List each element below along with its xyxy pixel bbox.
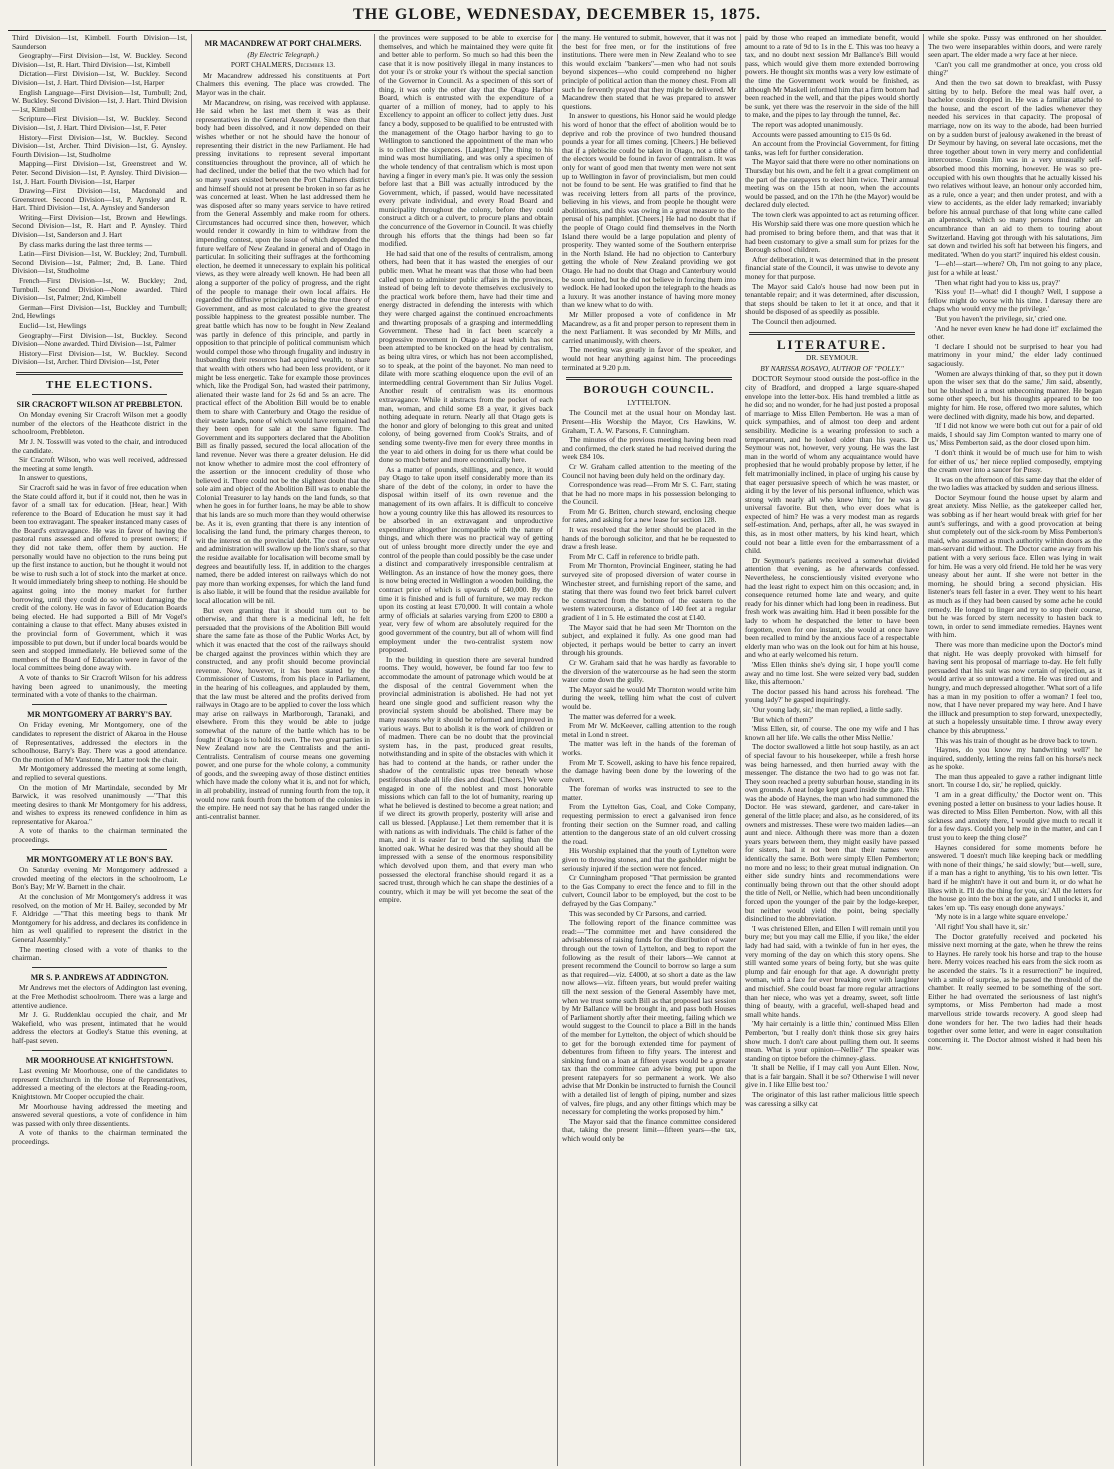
dateline: PORT CHALMERS, December 13. (230, 60, 336, 70)
article-paragraph: The town clerk was appointed to act as returning officer. (752, 209, 919, 219)
article-paragraph: Mr Macandrew, on rising, was received with applause. He said when he last met them it was as their representatives in the General Assembly. Since then that body had been dissolved, and it now depended on their wishes whether or not he should have the honour of representing their district in the new Parliament. He had pressing invitations to represent several important constituencies throughout the province, all of which he had declined, under the belief that the two which had for so many years existed between the Port Chalmers district and himself should not at present be broken in so far as he was concerned at least. When he last addressed them he was disposed after so many years service to have retired from the General Assembly and make room for others. Circumstances had occurred since then, however, which would render it cowardly in him to withdraw from the impending contest, upon the issue of which depended the future welfare of New Zealand in general and of Otago in particular. In soliciting their suffrages at the forthcoming election, he deemed it unnecessary to explain his political views, as they were already well known. He had been all along a supporter of the policy of progress, and the right of the people to manage their own local affairs. He regarded the diffusive principle as being the true theory of Government, and as most calculated to give the greatest possible happiness to the greatest possible number. The great battle which has now to be fought in New Zealand was partly in defence of this principle, and partly in opposition to that principle of political communism which would compel those who through frugality and industry in husbanding their resources had acquired wealth, to share that wealth with others who had been less provident, or it might be less energetic. Take for example those provinces which, like the Prodigal Son, had wasted their patrimony, alienated their waste land for 2s 6d and 5s an acre. The practical effect of the Abolition Bill would be to enable them to share with Canterbury and Otago the residue of their waste lands, none of which would have remained had they been open for sale at the same figure. The Government and its supporters declared that the Abolition Bill as finally passed, secured the local allocation of the land revenue. Never was there a greater delusion. He did not know whether to admire most the cool effrontery of the assertion or the innocent credulity of those who believed it. There could not be the slightest doubt that the sole aim and object of the Abolition Bill was to enable the Colonial Treasurer to lay hands on the land funds, so that when he goes in for further loans, he may be able to show that his lands are so much more than they would otherwise be. As it is, even granting that there is any intention of localising the land fund, the primary charges thereon, to wit the interest on the provincial debt. The cost of survey and administration will swallow up the lion's share, so that the residue available for localisation will become small by degrees and beautifully less. If, in addition to the charges named, there be added interest on railways which do not pay more than working expenses, for which the land fund is also liable, it will be found that the residue available for local allocation will be nil. (196, 97, 370, 605)
article-paragraph: Last evening Mr Moorhouse, one of the candidates to represent Christchurch in the House of Representatives, addressed a meeting of the electors at the Reading-room, Knightstown. Mr Cooper occupied the chair. (12, 1066, 187, 1101)
story-paragraph: 'But you haven't the privilege, sir,' cried one. (935, 314, 1067, 323)
story-paragraph: 'I don't think it would be of much use for him to wish for either of us,' her niece replied composedly, emptying the cream over into a saucer for Pussy. (928, 447, 1102, 475)
borough-subheading: LYTTELTON. (627, 397, 671, 407)
article-paragraph: In answer to questions, his Honor said he would pledge his word of honor that the effect of abolition would be to deprive and rob the province of two hundred thousand pounds a year for all times coming. [Cheers.] He believed that if a plebiscite could be taken in Otago, not a tithe of the electors would be found in favor of centralism. It was only for want of good men that twenty men were not sent up to Wellington in favor of provincialism, but men could not be found to be sent. He was gratified to find that he was receiving letters from all parts of the province, believing in his views, and from people he thought were abolitionists, and this was owing in a great measure to the perusal of his pamphlet. [Cheers.] He had no doubt that if the people of Otago could find themselves in the North Island there would be a large population and plenty of prosperity. They wanted some of the Southern enterprise in the North Island. He had no objection to Canterbury getting the whole of New Zealand providing we got Otago. He had no doubt that Otago and Canterbury would be soon united, but he did not believe in forcing them into wedlock. He had looked upon the telegraph to the heads as a luxury. It was another instance of having more money than we knew what to do with. (562, 111, 736, 310)
article-paragraph: the provinces were supposed to be able to exercise for themselves, and which he maintained they were quite fit and better able to perform. So much so had this been the case that it is now positively illegal in many instances to dot your i's or stroke your t's without the special sanction of the Governor in Council. As a specimen of this sort of thing, it was only the other day that the Otago Harbor Board, which is entrusted with the expenditure of a quarter of a million of money, had to apply to his Excellency to appoint an officer to collect jetty dues. Just fancy a body, supposed to be qualified to be entrusted with the management of the Otago harbor having to go to Wellington to sanctioned the appointment of the man who is to collect the sixpences. [Laughter.] The thing to his mind was most humiliating, and was only a specimen of the whole tendency of that centralism which is most upon having a finger in every man's pie. It was only the session before last that a Bill was actually introduced by the Government, which, if passed, would have necessitated every private individual, and every Road Board and municipality throughout the colony, before they could construct a ditch or a culvert, to procure plans and obtain the concurrence of the Governor in Council. It was chiefly through his efforts that the things had been so far modified. (379, 34, 553, 249)
article-paragraph: From Mr G. Britten, church steward, enclosing cheque for rates, and asking for a new lease for section 128. (562, 506, 736, 525)
story-paragraph: The man thus appealed to gave a rather indignant little snort. 'In course I do, sir,' he replied, quickly. (928, 771, 1102, 790)
article-paragraph: In answer to questions, (19, 473, 88, 483)
article-paragraph: Mr Moorhouse having addressed the meeting and answered several questions, a vote of confidence in him was passed with only three dissentients. (12, 1101, 187, 1128)
story-paragraph: 'I was christened Ellen, and Ellen I will remain until you bury me; but you may call me Ellie, if you like,' the elder lady had had said, with a twinkle of fun in her eyes, the very morning of the day on which this story opens. She still wanted some years of being forty, but she was quite plump and fair enough for that age. A downright pretty woman, with a face for ever breaking over with laughter and mischief. She could boast far more regular attractions than her niece, who was yet a dreamy, sweet, soft little thing of beauty, with a graceful, well-shaped head and small white hands. (745, 923, 919, 1019)
article-paragraph: From Mr C. Caff in reference to bridle path. (569, 551, 700, 561)
result-line: Mapping—First Division—1st, Greenstreet and W. Peter. Second Division—1st, P. Aynsley. Third Division—1st, J. Hart. Fourth Division—1st, Harper (12, 159, 187, 186)
article-paragraph: Mr J. N. Tosswill was voted to the chair, and introduced the candidate. (12, 436, 187, 455)
article-paragraph: This was seconded by Cr Parsons, and carried. (569, 908, 707, 918)
story-paragraph: 'Then what right had you to kiss us, pray?' (935, 277, 1060, 287)
article-paragraph: From Mr W. McKeever, calling attention to the rough metal in Lond n street. (562, 721, 736, 739)
column-5 (740, 34, 923, 1466)
story-paragraph: 'It shall be Nellie, if I may call you Aunt Ellen. Now, that is a fair bargain. Shall it be so? Otherwise I will never give in. I like Ellie best too.' (745, 1063, 919, 1090)
article-paragraph: Mr Andrews met the electors of Addington last evening, at the Free Methodist schoolroom. There was a large and attentive audience. (12, 983, 187, 1010)
section-rule (749, 332, 915, 335)
story-paragraph: It was on the afternoon of this same day that the elder of the two ladies was attacked by sudden and serious illness. (928, 474, 1102, 493)
story-paragraph: And then the two sat down to breakfast, with Pussy sitting by to help. Before the meal was half over, a bachelor cousin dropped in. He was a familiar attaché to the house, and the escort of the ladies whenever they needed his services in that capacity. The proposal of marriage, now on its way to the abode, had been hurried on by a sudden burst of jealousy awakened in the breast of Dr Seymour by having, on several late occasions, met the three together about town in very merry and confidential intercourse. Cousin Jim was in a very unusually self-absorbed mood this morning, however. He was so pre-occupied with his own thoughts that he actually kissed his two relatives without leave, an honour only accorded him, as a rule, once a year; and then under protest, and with a view to accidents, as the elder lady remarked; invariably before his annual purchase of that long white cane called an alpenstock, which so many persons find rather an encumbrance than an aid to them to touring about Switzerland. Having got through with his salutations, Jim sat down and twirled his soft hat between his fingers, and meditated. 'When do you start?' inquired his eldest cousin. (928, 77, 1102, 259)
result-line: Euclid—1st, Hewlings (19, 321, 87, 330)
article-paragraph: A vote of thanks to Sir Cracroft Wilson for his address having been agreed to unanimously, the meeting terminated with a vote of thanks to the chairman. (12, 672, 187, 700)
story-paragraph: 'My note is in a large white square envelope.' (935, 912, 1069, 922)
result-line: Latin—First Division—1st, W. Buckley; 2nd, Turnbull. Second Division—1st, Palmer; 2nd, B. Lane. Third Division—1st, Studholme (12, 249, 187, 276)
article-paragraph: Accounts were passed amounting to £15 0s 6d. (752, 129, 892, 139)
article-paragraph: The report was adopted unanimously. (752, 119, 863, 129)
article-paragraph: The following report of the finance committee was read:—"The committee met and have considered the advisableness of raising funds for the distribution of water through out the town of Lyttelton, and beg to report the following as the result of their labors—We cannot at present recommend the Council to borrow so large a sum as that required—viz. £4000, at so short a date as the law now allows—viz. fifteen years, but would prefer waiting till the next session of the General Assembly have met, when we trust some such Bill as that proposed last session by Mr Ballance will be brought in, and pass both Houses of Parliament shortly after their meeting, failing which we would suggest to the Council to place a Bill in the hands of the member for Lyttelton, the object of which should be to get for the borough extended time for payment of debentures from fifteen to fifty years. The interest and sinking fund on a loan at fifteen years would be a greater tax than the committee can advise being put upon the present ratepayers for so permanent a work. We also advise that Mr Donkin be instructed to furnish the Council with a detailed list of length of piping, number and sizes of valves, fire plugs, and any other fittings which may be necessary for completing the works proposed by him." (562, 918, 736, 1117)
article-paragraph: The Mayor said that he had seen Mr Thornton on the subject, and explained it fully. As one good man had objected, it perhaps would be better to carry an invert through his grounds. (562, 622, 736, 658)
story-paragraph: 'All right! You shall have it, sir.' (935, 921, 1030, 931)
article-paragraph: Cr Cunningham proposed "That permission be granted to the Gas Company to erect the fence and to fill in the culvert, Council labor to be employed, but the cost to be defrayed by the Gas Company." (562, 873, 736, 908)
section-rule (32, 967, 167, 968)
story-paragraph: 'I am in a great difficulty,' the Doctor went on. 'This evening posted a letter on business to your ladies house. It was directed to Miss Ellen Pemberton. Now, with all this sickness and anxiety there, I would give much to recall it for a few days. Could you help me in the matter, and can I trust you to keep the thing close?' (928, 790, 1102, 843)
story-paragraph: 'If I did not know we were both cut out for a pair of old maids, I should say Jim Compton wanted to marry one of us,' Miss Pemberton said, as the door closed upon him. (928, 421, 1102, 448)
story-paragraph: 'Women are always thinking of that, so they put it down upon the wiser sex that do the same,' Jim said, absently, but he blushed in a most unbecoming manner. He began some other speech, but his thoughts appeared to be too mighty for him. He rose, offered two more salutes, which were declined with dignity, made his bow, and departed. (928, 368, 1102, 421)
story-title: DR. SEYMOUR. (806, 353, 858, 363)
borough-heading: BOROUGH COUNCIL. (583, 384, 715, 397)
article-paragraph: On Monday evening Sir Cracroft Wilson met a goodly number of the electors of the Heathcote district in the schoolroom, Prebbleton. (12, 410, 187, 437)
article-paragraph: From Mr T. Scowell, asking to have his fence repaired, the damage having been done by the lowering of the culvert. (562, 757, 736, 784)
story-paragraph: while she spoke. Pussy was enthroned on her shoulder. The two were inseparables within doors, and were rarely seen apart. The elder made a wry face at her niece. (928, 34, 1102, 60)
story-paragraph: 'I—eh!—start—where? Oh, I'm not going to any place, just for a while at least.' (928, 259, 1102, 278)
article-paragraph: As a matter of pounds, shillings, and pence, it would pay Otago to take upon itself considerably more than its share of the debt of the colony, in order to have the disposal within itself of its own revenue and the management of its own affairs. It is difficult to conceive how a young country like this has allowed its resources to be absorbed in an extravagant and unproductive expenditure altogether incompatible with the nature of things, and which there was no practical way of getting out of unless brought more directly under the eye and control of the people than could possibly be the case under a distinct and comparatively irresponsible centralism at Wellington. As an instance of how the money goes, there is now being erected in Wellington a wooden building, the contract price of which is upwards of £40,000. By the time it is finished and is full of furniture, we may reckon upon its costing at least £70,000. It will contain a whole army of officials at salaries varying from £200 to £800 a year, very few of whom are absolutely required for the good government of the country, but all of whom will find employment under the two-centralist system now proposed. (379, 464, 553, 655)
article-paragraph: The foreman of works was instructed to see to the matter. (562, 784, 736, 802)
article-paragraph: Mr J. G. Ruddenklau occupied the chair, and Mr Wakefield, who was present, intimated that he would address the electors at Godley's Statue this evening, at half-past seven. (12, 1010, 187, 1045)
result-line: History—First Division—1st, W. Buckley. Second Division—1st, Archer. Third Division—1st, Peter (12, 348, 187, 367)
column-1 (8, 34, 191, 1466)
column-2 (191, 34, 374, 1466)
article-paragraph: On Friday evening, Mr Montgomery, one of the candidates to represent the district of Akaroa in the House of Representatives, addressed the electors in the schoolhouse, Barry's Bay. There was a good attendance. On the motion of Mr Vanstone, Mr Latter took the chair. (12, 720, 187, 764)
story-paragraph: 'Haynes, do you know my handwriting well?' he inquired, suddenly, letting the reins fall on his horse's neck as he spoke. (928, 745, 1102, 772)
story-paragraph: DOCTOR Seymour stood outside the post-office in the city of Bradford, and dropped a large square-shaped envelope into the letter-box. His hand trembled a little as he did so; and no wonder, for he had just posted a proposal of marriage to Miss Ellen Pemberton. He was a man of quick sympathies, and of almost too deep and ardent sensibility. Medicine is a wearing profession to such a temperament, and he looked older than his years. Dr Seymour was not, however, very young. He was the last man in the world of whom any acquaintance would have prophesied that he would probably propose by letter, if he felt matrimonially inclined, in place of urging his cause by that eager persuasive speech of which he was master, or aiding it by the lever of his personal influence, which was strong with nearly all who knew him; for he was a universal favorite. But then, who ever does what is expected of him? He was a very modest man as regards self-estimation. And, perhaps, after all, he was swayed in this, as in most other matters, by his kind heart, which could not bear a little even for the embarrassment of a child. (745, 374, 919, 556)
andrews-heading: MR S. P. ANDREWS AT ADDINGTON. (30, 972, 169, 982)
story-paragraph: 'I declare I should not be surprised to hear you had matrimony in your mind,' the elder lady continued sagaciously. (928, 341, 1102, 368)
result-line: By class marks during the last three terms — (19, 239, 153, 249)
story-paragraph: The Doctor gratefully received and pocketed his missive next morning at the gate, when he threw the reins to Haynes. He rarely took his horse and trap to the house here. Merry voices reached his ears from the sick room as he ascended the stairs. 'Is it a resurrection?' he inquired, with a smile of surprise, as he passed the threshold of the chamber. It really seemed to be something of the sort. Either he had overrated the seriousness of last night's symptoms, or Miss Pemberton had made a most marvellous stride towards recovery. A good sleep had done wonders for her. The two ladies had their heads together over some letter, and were in eager consultation concerning it. The Doctor almost wished it had been his now. (928, 931, 1102, 1053)
article-paragraph: Correspondence was read—From Mr S. C. Farr, stating that he had no more maps in his possession belonging to the Council. (562, 480, 736, 507)
article-paragraph: The Council then adjourned. (752, 317, 837, 326)
article-paragraph: Cr W. Graham said that he was hardly as favorable to the diversion of the watercourse as he had seen the storm water come down the gully. (562, 657, 736, 685)
story-paragraph: Doctor Seymour found the house upset by alarm and great anxiety. Miss Nellie, as the gatekeeper called her, was sobbing as if her heart would break with grief for her aunt's sufferings, and with a good provocation at being shut completely out of the sick-room by Miss Pemberton's maid, who assumed as much authority within doors as the man-servant did without. The Doctor came away from his patient with a very serious face. Ellen was lying in wait for him. He was a very old friend. He told her he was very uneasy about her aunt. If she were not better in the morning, he should bring a second physician. His listener's tears fell faster in a ever. They went to his heart as much as if they had been caused by some ache he could remedy. He longed to linger and try to stop their course, but he was forced by stern necessity to hasten back to town, in order to send immediate remedies. Haynes went with him. (928, 492, 1102, 640)
article-paragraph: He had said that one of the results of centralism, among others, had been that it has wasted the energies of our public men. What he meant was that those who had been called upon to administer public affairs in the provinces, instead of being left to devote themselves exclusively to the practical work before them, have had their time and energy distracted in defending the interests with which they were charged against the continued encroachments and thwarting proposals of a grasping and intermeddling Government. These had in fact been scarcely a progressive movement in Otago at least which has not been attempted to be knocked on the head by centralism, as being ultra vires, or which has not been accomplished, so to speak, at the point of the bayonet. No man need to dilate with more scathing eloquence upon the evil of an intermeddling central Government than Sir Julius Vogel. Another result of centralism was its enormous extravagance. While it abstracts from the pocket of each man, woman, and child some £8 a year, it gives back nothing adequate in return. Nearly all that Otago gets is the honor and glory of belonging to this great and united colony, of being governed from Cook's Straits, and of sending some twenty-five men for every three months in the year to aid others in doing for us there what could be done so much better and more economically here. (379, 248, 553, 465)
montgomery-lebon-heading: MR MONTGOMERY AT LE BON'S BAY. (26, 854, 173, 864)
article-paragraph: From Mr Thornton, Provincial Engineer, stating he had surveyed site of proposed diversion of water course in Winchester street, and furnishing report of the same, and stating that there was found two feet brick barrel culvert be constructed from the bottom of the eastern to the western watercourse, a distance of 140 feet at a regular gradient of 1 in 5. He estimated the cost at £140. (562, 561, 736, 622)
article-paragraph: Mr Macandrew addressed his constituents at Port Chalmers this evening. The place was crowded. The Mayor was in the chair. (196, 70, 370, 97)
result-line: History—First Division—1st, W. Buckley. Second Division—1st, Archer. Third Division—1st, G. Aynsley. Fourth Division—1st, Studholme (12, 132, 187, 159)
story-paragraph: There was more than medicine upon the Doctor's mind that night. He was deeply provoked with himself for having sent his proposal of marriage to-day. He felt fully persuaded that his suit was now certain of rejection, as it would arrive at so untoward a time. He was tired out and hungry, and much depressed altogether. 'What sort of a life has a man in my position to offer a woman? I feel too, now, that I have never prepared my way here. And I have the illluck and presumption to step forward, unexpectedly, at such a hopelessly unsuitable time. I throw away every chance by this abruptness.' (928, 639, 1102, 735)
article-paragraph: From the Lyttelton Gas, Coal, and Coke Company, requesting permission to erect a galvanised iron fence fronting their section on the Sumner road, and calling attention to the dangerous state of an old culvert crossing the road. (562, 802, 736, 846)
telegraph-note: (By Electric Telegraph.) (247, 49, 319, 59)
article-paragraph: paid by those who reaped an immediate benefit, would amount to a rate of 9d to 1s in the £. This was too heavy a tax, and no doubt next session Mr Ballance's Bill would pass, which would give them more extended borrowing powers. He thought six months was a very low estimate of the time the Government work would be finished, as although Mr Maskell informed him that a firm bottom had been reached in the well, and that the pipes would shortly be sunk, yet there was the reservoir in the side of the hill to make, and the pipes to lay through the tunnel, &c. (745, 34, 919, 120)
article-paragraph: The Mayor said he would Mr Thornton would write him during the week, telling him what the cost of culvert would be. (562, 684, 736, 711)
masthead-rule (8, 30, 1106, 31)
result-line: Drawing—First Division—1st, Macdonald and Greenstreet. Second Division—1st, P. Aynsley and R. Hart. Third Division—1st, A. Aynsley and Sanderson (12, 186, 187, 213)
article-paragraph: Sir Cracroft said he was in favor of free education when the State could afford it, but if it could not, then he was in favor of a small tax for education. [Hear, hear.] With reference to the Board of Education he must say it had been too extravagant. The speaker instanced many cases of the Board's extravagance. He was in favor of having the pastoral runs assessed and offered to present owners; if they did not take them, offer them by auction. He personally would have no objection to the runs being put up the first instance to auction, but he thought it would not be wise to rush such a lot of stock into the market at once. It would immediately bring sheep to nothing. He should be against going into the money market for further borrowing, until they could do so without damaging the credit of the colony. He was in favor of Education Boards being elected. He had supported a Bill of Mr Vogel's containing a clause to that effect. Many abuses existed in the provincial form of Government, which it was impossible to put down, but if under local boards would be seen and stopped immediately. He believed some of the members of the Board of Education were in favor of the local committees being done away with. (12, 482, 187, 673)
literature-heading: LITERATURE. (776, 336, 888, 352)
moorhouse-heading: MR MOORHOUSE AT KNIGHTSTOWN. (25, 1055, 174, 1065)
story-paragraph: 'My hair certainly is a little thin,' continued Miss Ellen Pemberton, 'but I really don't think those six grey hairs show much. I don't care about pulling them out. It seems mean. What is your opinion—Nellie?' The speaker was standing on tiptoe before the chimney-glass. (745, 1019, 919, 1063)
story-paragraph: 'Miss Ellen, sir, of course. The one my wife and I has known all her life. We calls the other Miss Nellie.' (745, 724, 919, 742)
story-paragraph: The doctor swallowed a little hot soup hastily, as an act of special favour to his housekeeper, while a fresh horse was being harnessed, and then hurried away with the messenger. The distance the two had to go was not far. They soon reached a pretty suburban house, standing in its own grounds. A neat lodge kept guard inside the gate. This was the abode of Haynes, the man who had summoned the Doctor. He was steward, gardener, and care-taker in general of the little place; and also, as he considered, of its owners and mistresses. These were two maiden ladies—an aunt and niece. Although there was more than a dozen years years between them, they might easily have passed for sisters, had it not been that their names were identically the same. Both were simply Ellen Pemberton; no more and no less; to their great mutual indignation. On either side sundry hints and recommendations were continually being thrown out that the other should adopt the title of Nell, or Nellie, which had been unconditionally forced upon the younger of the pair by the lodge-keeper, but neither would yield the point, being specially disinclined to the abbreviation. (745, 742, 919, 924)
story-paragraph: The originator of this last rather malicious little speech was caressing a silky cat (745, 1090, 919, 1108)
story-paragraph: 'Can't you call me grandmother at once, you cross old thing?' (928, 59, 1102, 78)
result-line: Dictation—First Division—1st, W. Buckley. Second Division—1st, J. Hart. Third Division—1st, Harper (12, 69, 187, 87)
exam-results (12, 34, 187, 367)
article-paragraph: Sir Cracroft Wilson, who was well received, addressed the meeting at some length. (12, 455, 187, 473)
result-line: Scripture—First Division—1st, W. Buckley. Second Division—1st, J. Hart. Third Division—1st, F. Peter (12, 114, 187, 132)
article-paragraph: The Council met at the usual hour on Monday last. Present—His Worship the Mayor, Crs Hawkins, W. Graham, T. A. W. Parsons, F. Cunningham. (562, 408, 736, 435)
article-paragraph: The meeting closed with a vote of thanks to the chairman. (12, 944, 187, 963)
article-paragraph: the many. He ventured to submit, however, that it was not the best for free men, or for the institutions of free institutions. There were men in New Zealand who to see this would exclaim "bankers"—men who had not souls beyond sixpences—who could comprehend no higher principle of political action than the money chest. From all such he fervently prayed that they might be delivered. Mr Macandrew then stated that he was prepared to answer questions. (562, 34, 736, 111)
article-paragraph: After deliberation, it was determined that in the present financial state of the Council, it was unwise to devote any money for that purpose. (745, 254, 919, 282)
section-rule (16, 372, 183, 375)
result-line: Third Division—1st, Kimbell. Fourth Division—1st, Saunderson (12, 34, 187, 51)
result-line: English Language—First Division—1st, Turnbull; 2nd, W. Buckley. Second Division—1st, J. Hart. Third Division—1st, Kimbell (12, 87, 187, 114)
article-paragraph: Mr Montgomery addressed the meeting at some length, and replied to several questions. (12, 764, 187, 782)
article-paragraph: In the building in question there are several hundred rooms. They would, however, be found far too few to accommodate the amount of patronage which would be at the disposal of the central Government when the provincial administration is abolished. He had not yet heard one single good and sufficient reason why the provincial system should be abolished. There may be many reasons why it should be reformed and improved in various ways. But to abolish it is the work of children or of madmen. There can be no doubt that the provincial system has, in the past, produced great results, notwithstanding and in spite of the obstacles with which it has had to contend at the hands, or rather under the shadow of the centralistic upas tree beneath whose pestiferous shade all life dies and dead. [Cheers.] We were engaged in one of the noblest and most honorable missions which can fall to the lot of humanity, rearing up what he believed is destined to become a great nation; and if we direct its growth properly, posterity will arise and call us blessed. [Applause.] Let them remember that it is with nations as with individuals. The child is father of the man, and it is easier far to bend the sapling than the knotted oak. What he desired was that they should all be impressed with a sense of the enormous responsibility which devolved upon them, and that every man who possessed the electoral franchise should regard it as a sacred trust, through which he can shape the destinies of a country, which it may be will yet become the seat of the empire. (379, 654, 553, 905)
section-rule (32, 394, 167, 395)
article-paragraph: An account from the Provincial Government, for fitting tanks, was left for further consideration. (745, 139, 919, 157)
result-line: German—First Division—1st, Buckley and Turnbull; 2nd, Hewlings (12, 302, 187, 321)
article-paragraph: It was resolved that the letter should be placed in the hands of the borough solicitor, and that he be requested to draw a fresh lease. (562, 525, 736, 552)
article-paragraph: Mr Miller proposed a vote of confidence in Mr Macandrew, as a fit and proper person to represent them in the next Parliament. It was seconded by Mr Mills, and carried unanimously, with cheers. (562, 310, 736, 345)
article-paragraph: On the motion of Mr Martindale, seconded by Mr Barwick, it was resolved unanimously —"That this meeting desires to thank Mr Montgomery for his address, and wishes to express its renewed confidence in him as representative for Akaroa." (12, 782, 187, 826)
result-line: Geography—First Division—1st, Buckley. Second Division—None awarded. Third Division—1st, Palmer (12, 330, 187, 349)
article-paragraph: The minutes of the previous meeting having been read and confirmed, the clerk stated he had received during the week £84 10s. (562, 435, 736, 462)
article-paragraph: The matter was left in the hands of the foreman of works. (562, 739, 736, 757)
section-rule (32, 849, 167, 850)
section-rule (566, 377, 732, 380)
article-paragraph: The meeting was greatly in favor of the speaker, and would not hear anything against him. The proceedings terminated at 9.20 p.m. (562, 345, 736, 372)
story-paragraph: 'But which of them?' (752, 714, 814, 724)
article-paragraph: The Mayor said that the finance committee considered that, taking the present limit—fifteen years—the tax, which would only be (562, 1116, 736, 1144)
article-paragraph: On Saturday evening Mr Montgomery addressed a crowded meeting of the electors in the schoolroom, Le Bon's Bay; Mr W. Barnett in the chair. (12, 865, 187, 892)
macandrew-heading: MR MACANDREW AT PORT CHALMERS. (204, 39, 362, 48)
story-paragraph: Dr Seymour's patients received a somewhat divided attention that evening, as he afterwards confessed. Nevertheless, he conscientiously visited everyone who had the least right to expect him on this occasion; and, in consequence returned home late and weary, and quite ready for his dinner which had long been in readiness. But fresh work was awaiting him. Had it been possible for the lady to whom he despatched the letter to have been forgotten, even for one instant, she would at once have been recalled to mind by the anxious face of a respectable elderly man who was on the look out for him at his house, and who at early welcomed his return. (745, 555, 919, 660)
story-paragraph: Haynes considered for some moments before he answered. 'I doesn't much like keeping back or meddling with none of their things,' he said slowly; 'but—well, sure, if a man has a right to anything, 'tis to his own letter. 'Tis hard if he mightn't have it out and burn it, or do what he likes with it. I'll do the thing for you, sir.' All the letters for the house go into the box at the gate, and I unlocks it, and takes 'em up. 'Tis easy enough done anyways.' (928, 842, 1102, 912)
wilson-heading: SIR CRACROFT WILSON AT PREBBLETON. (16, 399, 183, 409)
story-paragraph: 'Kiss you! I!—what! did I though? Well, I suppose a fellow might do worse with his time. I daresay there are chaps who would envy me the privilege.' (928, 287, 1102, 314)
article-paragraph: At the conclusion of Mr Montgomery's address it was resolved, on the motion of Mr H. Bailey, seconded by Mr F. Aldridge —"That this meeting begs to thank Mr Montgomery for his address, and declares its confidence in him as well qualified to represent the district in the General Assembly." (12, 892, 187, 944)
article-paragraph: The matter was deferred for a week. (569, 711, 676, 721)
story-paragraph: This was his train of thought as he drove back to town. (935, 735, 1098, 745)
result-line: Writing—First Division—1st, Brown and Hewlings. Second Division—1st, R. Hart and P. Aynsley. Third Division—1st, Sanderson and J. Hart (12, 212, 187, 240)
article-paragraph: His Worship explained that the youth of Lyttelton were given to throwing stones, and that the gasholder might be seriously injured if the section were not fenced. (562, 846, 736, 873)
masthead: THE GLOBE, WEDNESDAY, DECEMBER 15, 1875. (353, 6, 761, 23)
result-line: French—First Division—1st, W. Buckley; 2nd, Turnbull. Second Division—None awarded. Third Division—1st, Palmer; 2nd, Kimbell (12, 276, 187, 303)
article-paragraph: Cr W. Graham called attention to the meeting of the Council not having been duly held on the ordinary day. (562, 461, 736, 480)
result-line: Geography—First Division—1st, W. Buckley. Second Division—1st, R. Hart. Third Division—1st, Kimbell (12, 51, 187, 69)
article-paragraph: The Mayor said Calo's house had now been put in tenantable repair; and it was determined, after discussion, that steps should be taken to let it at once, and that it should be disposed of as speedily as possible. (745, 281, 919, 317)
article-paragraph: A vote of thanks to the chairman terminated the proceedings. (12, 1128, 187, 1146)
story-paragraph: 'Miss Ellen thinks she's dying sir, I hope you'll come away and no time lost. She were seized very bad, sudden like, this afternoon.' (745, 659, 919, 687)
story-paragraph: 'And he never even knew he had done it!' exclaimed the other. (928, 323, 1102, 342)
section-rule (32, 1050, 167, 1051)
column-4 (557, 34, 740, 1466)
column-3 (374, 34, 557, 1466)
article-paragraph: But even granting that it should turn out to be otherwise, and that there is a medicinal left, he felt persuaded that the provisions of the Abolition Bill would share the same fate as those of the Public Works Act, by which it was enacted that the cost of the railways should be charged against the provinces within which they are constructed, and any profit should become provincial revenue. Now, however, it has been stated by the Commissioner of Customs, from his place in Parliament, in the hearing of his colleagues, and applauded by them, that the law must be altered and the profits derived from railways in Otago are to be applied to cover the loss which may arise on railways in Marlborough, Taranaki, and elsewhere. From this they would be able to judge somewhat of the nature of the battle which has to be fought if Otago is to hold its own. The two great parties in New Zealand now are the Centralists and the anti-Centralists. Centralism of course means one governing power, and one purse for the whole colony, a community of goods, and the sweeping away of those distinct entities which have made the colony what it is, and not for which, in all probability, instead of running fourth from the top, it would now rank fourth from the bottom of the colonies in the empire. He need not say that he has ranged under the anti-centralist banner. (196, 605, 370, 821)
column-6 (923, 34, 1106, 1466)
story-byline: BY NARISSA ROSAVO, AUTHOR OF "POLLY." (760, 363, 904, 373)
article-paragraph: A vote of thanks to the chairman terminated the proceedings. (12, 826, 187, 845)
story-paragraph: 'Our young lady, sir,' the man replied, a little sadly. (752, 704, 903, 714)
article-paragraph: His Worship said there was one more question which he had promised to bring before them, and that was that it had been customary to give a small sum for prizes for the Borough school children. (745, 219, 919, 255)
story-paragraph: The doctor passed his hand across his forehead. 'The young lady?' he gasped inquiringly. (745, 686, 919, 705)
columns (8, 34, 1106, 1466)
elections-heading: THE ELECTIONS. (46, 378, 153, 391)
article-paragraph: The Mayor said that there were no other nominations on Thursday but his own, and he felt it a great compliment on the part of the ratepayers to elect him twice. Their annual meeting was on the 15th at noon, when the accounts would be passed, and on the 17th he (the Mayor) would be declared duly elected. (745, 157, 919, 210)
section-rule (32, 704, 167, 705)
montgomery-barry-heading: MR MONTGOMERY AT BARRY'S BAY. (27, 709, 172, 719)
